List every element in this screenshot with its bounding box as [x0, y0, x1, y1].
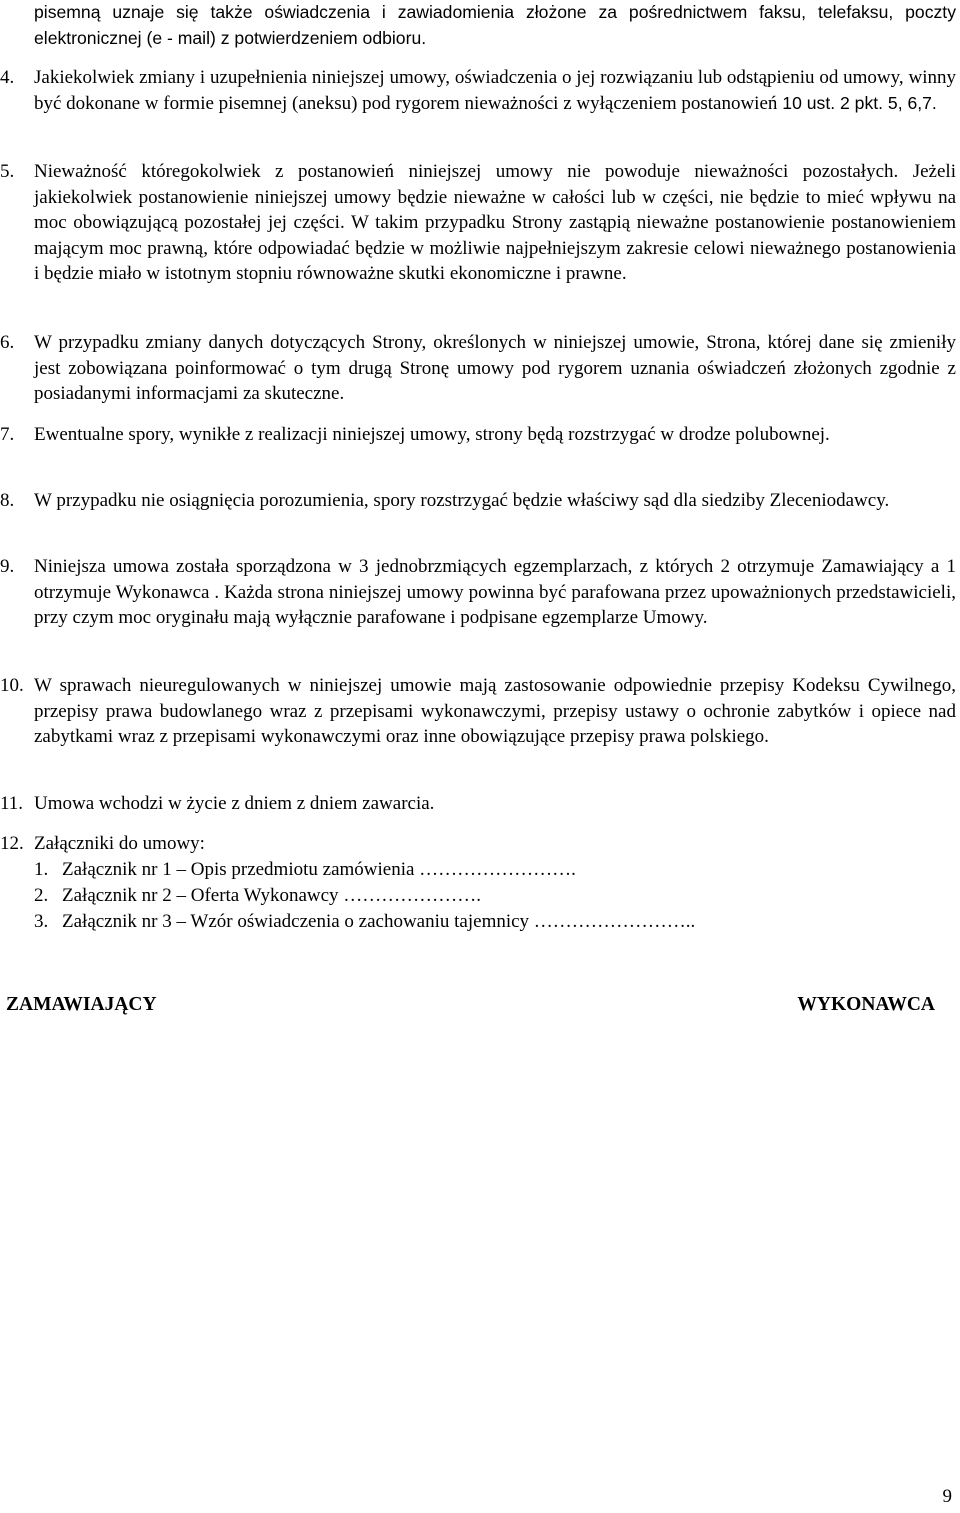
clause-text: Załączniki do umowy: [34, 833, 205, 854]
clause-number: 10. [0, 675, 24, 696]
annex-item [34, 857, 934, 883]
clause-4 [0, 65, 956, 116]
clause-number: 5. [0, 161, 15, 182]
clause-text [34, 65, 956, 116]
annex-item [34, 883, 934, 909]
page-number: 9 [942, 1486, 952, 1507]
clause-12 [0, 831, 956, 857]
intro-text-part2: telefaksu, poczty elektronicznej (e - mail) z potwierdzeniem odbioru. [34, 2, 956, 48]
clause-text: W przypadku zmiany danych dotyczących Strony, określonych w niniejszej umowie, Strona, której dane się zmieniły jest zobowiązana poinformować o tym drugą Stronę umowy pod rygorem uznania oświadczeń złożonych zgodnie z posiadanymi informacjami za skuteczne. [34, 332, 956, 404]
clause-9 [0, 554, 956, 631]
clause-10 [0, 673, 956, 750]
signature-left-label: ZAMAWIAJĄCY [6, 994, 157, 1015]
annex-item [34, 909, 934, 935]
clause-text-tail: 10 ust. 2 pkt. 5, 6,7. [777, 92, 937, 113]
clause-11 [0, 791, 956, 817]
annex-list [34, 857, 934, 935]
clause-text: Umowa wchodzi w życie z dniem z dniem zawarcia. [34, 793, 435, 814]
clause-5 [0, 159, 956, 287]
clause-text-main: Nieważność któregokolwiek z postanowień niniejszej umowy nie powoduje nieważności pozostałych. [34, 161, 899, 182]
clause-text: W przypadku nie osiągnięcia porozumienia, spory rozstrzygać będzie właściwy sąd dla siedziby Zleceniodawcy. [34, 490, 890, 511]
clause-number: 4. [0, 67, 15, 88]
intro-text-part1: pisemną uznaje się także oświadczenia i zawiadomienia złożone za pośrednictwem faksu, [34, 2, 818, 22]
annex-number: 2. [34, 885, 49, 906]
intro-paragraph [34, 0, 956, 51]
clause-text-tail: Jeżeli jakiekolwiek postanowienie niniejszej umowy będzie nieważne w całości lub w części, nie będzie to mieć wpływu na moc obowiązującą pozostałej jej części. W takim przypadku Strony zastąpią nieważne postanowienie postanowieniem mającym moc prawną, które odpowiadać będzie w możliwie najpełniejszym zakresie celowi nieważnego postanowienia i będzie miało w istotnym stopniu równoważne skutki ekonomiczne i prawne. [34, 161, 956, 284]
clause-number: 7. [0, 424, 15, 445]
clause-number: 8. [0, 490, 15, 511]
clause-text [34, 159, 956, 287]
annex-number: 1. [34, 859, 49, 880]
clause-text: Niniejsza umowa została sporządzona w 3 jednobrzmiących egzemplarzach, z których 2 otrzymuje Zamawiający a 1 otrzymuje Wykonawca . Każda strona niniejszej umowy powinna być parafowana przez upoważnionych przedstawicieli, przy czym moc oryginału mają wyłącznie parafowane i podpisane egzemplarze Umowy. [34, 556, 956, 628]
clause-number: 11. [0, 793, 24, 814]
clause-number: 6. [0, 332, 15, 353]
annex-number: 3. [34, 911, 49, 932]
annex-text: Załącznik nr 3 – Wzór oświadczenia o zachowaniu tajemnicy …………………….. [62, 911, 696, 932]
clause-text: W sprawach nieuregulowanych w niniejszej umowie mają zastosowanie odpowiednie przepisy Kodeksu Cywilnego, przepisy prawa budowlanego wraz z przepisami wykonawczymi, przepisy ustawy o ochronie zabytków i opiece nad zabytkami wraz z przepisami wykonawczymi oraz inne obowiązujące przepisy prawa polskiego. [34, 675, 956, 747]
clause-text: Ewentualne spory, wynikłe z realizacji niniejszej umowy, strony będą rozstrzygać w drodze polubownej. [34, 424, 830, 445]
clause-number: 12. [0, 833, 24, 854]
clause-number: 9. [0, 556, 15, 577]
clause-6 [0, 330, 956, 407]
clause-7 [0, 422, 956, 448]
annex-text: Załącznik nr 2 – Oferta Wykonawcy …………………. [62, 885, 482, 906]
clause-8 [0, 488, 956, 514]
clause-text-main: Jakiekolwiek zmiany i uzupełnienia niniejszej umowy, oświadczenia o jej rozwiązaniu lub odstąpieniu od umowy, winny być dokonane w formie pisemnej (aneksu) pod rygorem nieważności z wyłączeniem postanowień [34, 67, 956, 114]
annex-text: Załącznik nr 1 – Opis przedmiotu zamówienia ……………………. [62, 859, 576, 880]
signature-right-label: WYKONAWCA [797, 994, 935, 1015]
